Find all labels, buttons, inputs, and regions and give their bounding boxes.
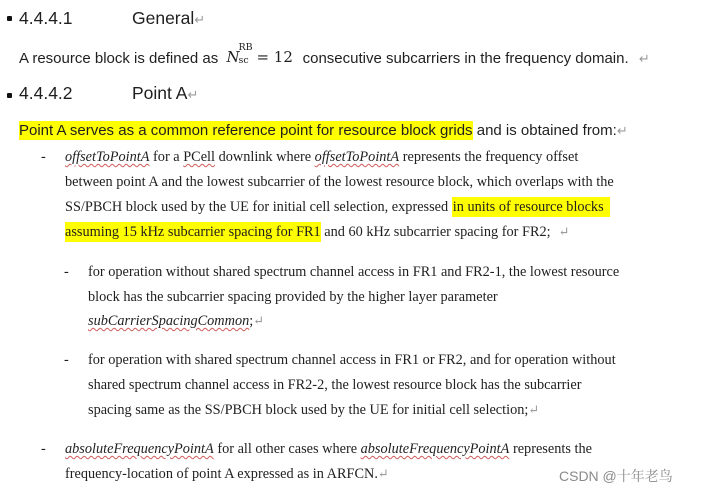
parameter-term: offsetToPointA: [65, 149, 150, 165]
list-dash: -: [41, 149, 46, 165]
section-title-text: General: [132, 8, 195, 28]
list-item-text: spacing same as the SS/PBCH block used by the UE for initial cell selection;: [88, 402, 529, 418]
math-superscript: RB: [238, 42, 253, 53]
parameter-term: absoluteFrequencyPointA: [65, 441, 214, 457]
list-item-line: [65, 149, 578, 166]
heading-bullet-icon: [7, 16, 12, 21]
sublist-item-line: block has the subcarrier spacing provided by the higher layer parameter: [88, 289, 498, 305]
math-value: = 12: [256, 48, 293, 66]
list-item-text: for a: [149, 149, 184, 165]
math-symbol: N: [226, 48, 240, 66]
section-number: 4.4.4.2: [19, 83, 73, 103]
list-item-text: downlink where: [215, 149, 315, 165]
list-item-text: frequency-location of point A expressed as in ARFCN.: [65, 466, 378, 482]
sublist-item-line: [88, 402, 539, 419]
sublist-item-line: shared spectrum channel access in FR2-2, the lowest resource block has the subcarrier: [88, 377, 582, 393]
paragraph-mark-icon: ↵: [616, 123, 628, 138]
list-item-line: [65, 466, 389, 483]
section-title: [132, 83, 198, 104]
list-item-text: represents the: [509, 441, 592, 457]
paragraph-mark-icon: ↵: [187, 87, 199, 102]
section-number: 4.4.4.1: [19, 8, 73, 28]
point-a-intro: [19, 122, 628, 139]
paragraph-mark-icon: ↵: [194, 12, 206, 27]
intro-rest-text: and is obtained from:: [472, 122, 617, 139]
paragraph-mark-icon: ↵: [528, 402, 540, 417]
sublist-item-line: [88, 313, 264, 330]
list-item-text: for all other cases where: [213, 441, 361, 457]
list-item-line: [65, 441, 592, 458]
highlighted-text: assuming 15 kHz subcarrier spacing for FR1: [65, 224, 321, 240]
math-subscript: sc: [238, 55, 249, 66]
sublist-dash: -: [64, 352, 69, 368]
list-item-text: ;: [249, 313, 254, 329]
highlighted-text: Point A serves as a common reference point for resource block grids: [19, 122, 473, 139]
heading-bullet-icon: [7, 93, 12, 98]
parameter-term: offsetToPointA: [314, 149, 400, 165]
sublist-item-line: for operation without shared spectrum channel access in FR1 and FR2-1, the lowest resource: [88, 264, 620, 280]
list-dash: -: [41, 441, 46, 457]
list-item-text: represents the frequency offset: [399, 149, 579, 165]
list-item-text: SS/PBCH block used by the UE for initial cell selection, expressed: [65, 199, 452, 215]
section-title-text: Point A: [132, 83, 188, 103]
list-item-line: between point A and the lowest subcarrier of the lowest resource block, which overlaps with the: [65, 174, 614, 190]
paragraph-mark-icon: ↵: [377, 466, 389, 481]
parameter-term: absoluteFrequencyPointA: [360, 441, 510, 457]
sublist-item-line: for operation with shared spectrum channel access in FR1 or FR2, and for operation without: [88, 352, 616, 368]
list-item-line: [65, 224, 570, 241]
general-paragraph: [19, 42, 650, 67]
math-expression: [222, 42, 298, 66]
paragraph-mark-icon: ↵: [638, 51, 650, 66]
highlighted-text: in units of resource blocks: [452, 197, 610, 217]
paragraph-mark-icon: ↵: [558, 224, 570, 239]
sublist-dash: -: [64, 264, 69, 280]
csdn-watermark: CSDN @十年老鸟: [559, 468, 673, 484]
general-text-after: consecutive subcarriers in the frequency domain.: [302, 50, 629, 67]
general-text-before: A resource block is defined as: [19, 50, 223, 67]
paragraph-mark-icon: ↵: [253, 313, 265, 328]
parameter-term: subCarrierSpacingCommon: [88, 313, 250, 329]
term-pcell: PCell: [183, 149, 215, 165]
list-item-line: [65, 199, 610, 216]
section-title: [132, 8, 205, 29]
list-item-text: and 60 kHz subcarrier spacing for FR2;: [320, 224, 551, 240]
